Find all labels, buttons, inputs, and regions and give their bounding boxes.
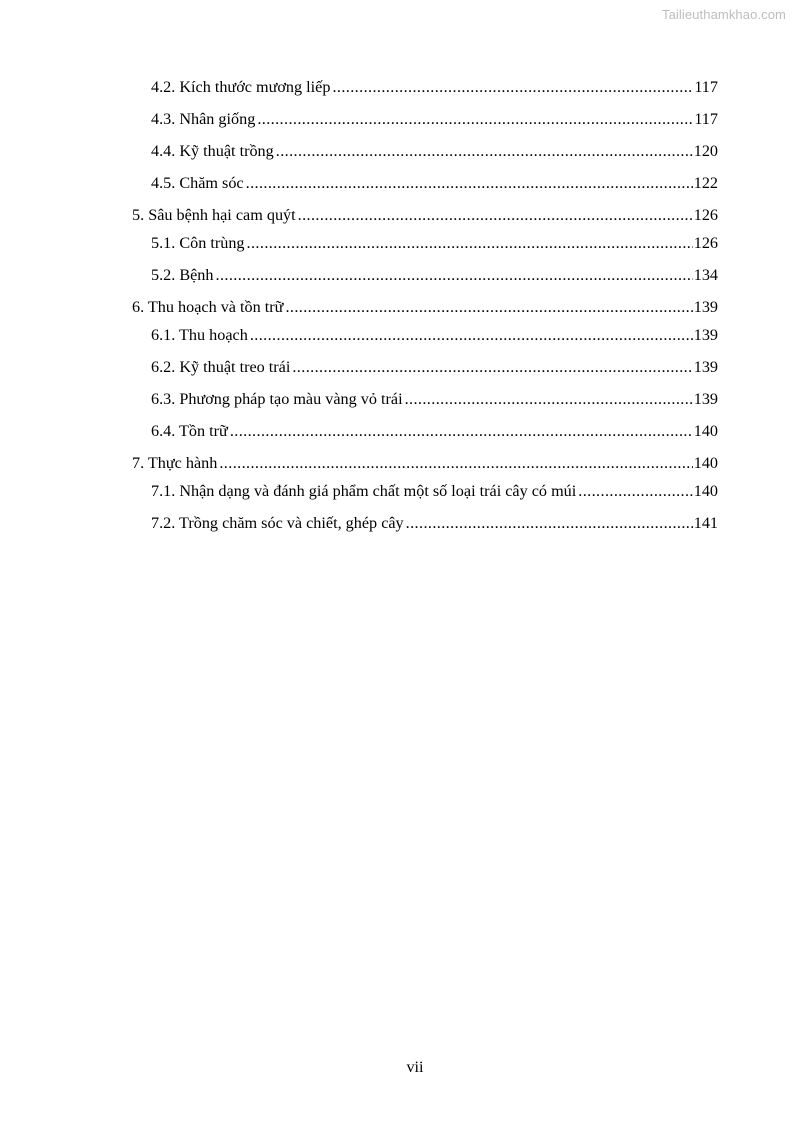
toc-entry-title: 7.2. Trồng chăm sóc và chiết, ghép cây — [151, 514, 404, 532]
toc-entry — [132, 232, 718, 254]
toc-entry-page: 117 — [694, 78, 718, 96]
toc-entry-title: 4.4. Kỹ thuật trồng — [151, 142, 274, 160]
toc-entry-title: 6.4. Tồn trữ — [151, 422, 228, 440]
toc-entry — [132, 420, 718, 442]
toc-dot-leader — [257, 108, 693, 130]
toc-dot-leader — [216, 264, 693, 286]
toc-dot-leader — [247, 232, 693, 254]
toc-entry — [132, 108, 718, 130]
toc-dot-leader — [246, 172, 693, 194]
toc-entry-page: 141 — [693, 514, 718, 532]
toc-entry-title: 5.2. Bệnh — [151, 266, 214, 284]
toc-dot-leader — [276, 140, 693, 162]
toc-entry-title: 4.2. Kích thước mương liếp — [151, 78, 331, 96]
toc-dot-leader — [405, 388, 693, 410]
toc-entry — [132, 324, 718, 346]
toc-entry — [132, 204, 718, 226]
toc-dot-leader — [285, 296, 692, 318]
toc-entry-page: 126 — [693, 206, 718, 224]
toc-entry-page: 122 — [693, 174, 718, 192]
toc-entry-page: 120 — [693, 142, 718, 160]
toc-entry — [132, 512, 718, 534]
watermark: Tailieuthamkhao.com — [661, 7, 786, 22]
toc-entry-title: 7. Thực hành — [132, 454, 218, 472]
toc-dot-leader — [578, 480, 692, 502]
toc-entry — [132, 264, 718, 286]
toc-entry-title: 6.1. Thu hoạch — [151, 326, 248, 344]
toc-entry-page: 140 — [693, 422, 718, 440]
page-number: vii — [406, 1058, 424, 1076]
toc-dot-leader — [298, 204, 693, 226]
toc-entry-page: 139 — [693, 390, 718, 408]
toc-dot-leader — [230, 420, 693, 442]
toc-dot-leader — [332, 76, 693, 98]
toc-entry-page: 126 — [693, 234, 718, 252]
toc-entry-page: 117 — [694, 110, 718, 128]
toc-entry-page: 139 — [693, 358, 718, 376]
toc-dot-leader — [219, 452, 692, 474]
toc-entry — [132, 452, 718, 474]
toc-entry — [132, 296, 718, 318]
toc-entry — [132, 388, 718, 410]
toc-entry-page: 139 — [693, 298, 718, 316]
toc-dot-leader — [406, 512, 693, 534]
toc-entry — [132, 356, 718, 378]
toc-dot-leader — [292, 356, 692, 378]
toc-entry-title: 5. Sâu bệnh hại cam quýt — [132, 206, 296, 224]
toc-entry — [132, 172, 718, 194]
toc-entry-page: 134 — [693, 266, 718, 284]
toc-entry — [132, 480, 718, 502]
toc-entry-title: 4.3. Nhân giống — [151, 110, 256, 128]
toc-entry-page: 140 — [693, 482, 718, 500]
toc-entry-title: 7.1. Nhận dạng và đánh giá phẩm chất một số loại trái cây có múi — [151, 482, 577, 500]
table-of-contents — [132, 76, 718, 534]
toc-entry-page: 139 — [693, 326, 718, 344]
toc-entry — [132, 76, 718, 98]
toc-entry-title: 4.5. Chăm sóc — [151, 174, 244, 192]
toc-entry-title: 6.3. Phương pháp tạo màu vàng vỏ trái — [151, 390, 403, 408]
toc-entry — [132, 140, 718, 162]
toc-entry-title: 6.2. Kỹ thuật treo trái — [151, 358, 291, 376]
toc-entry-title: 5.1. Côn trùng — [151, 234, 245, 252]
toc-entry-page: 140 — [693, 454, 718, 472]
toc-dot-leader — [250, 324, 693, 346]
toc-entry-title: 6. Thu hoạch và tồn trữ — [132, 298, 284, 316]
